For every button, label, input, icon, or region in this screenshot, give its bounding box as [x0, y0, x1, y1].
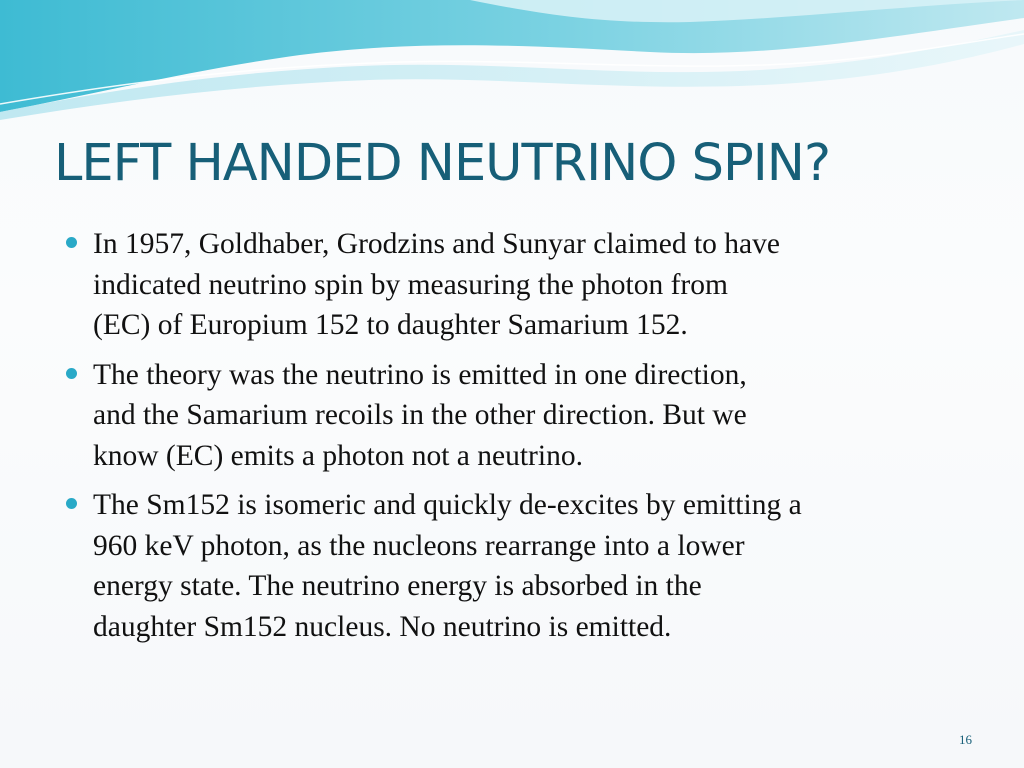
bullet-text-line: indicated neutrino spin by measuring the photon from	[93, 268, 728, 301]
bullet-text-line: In 1957, Goldhaber, Grodzins and Sunyar claimed to have	[93, 228, 780, 260]
page-number: 16	[959, 732, 972, 747]
bullet-text-line: know (EC) emits a photon not a neutrino.	[93, 439, 583, 472]
bullet-item	[66, 485, 966, 647]
bullet-text-line: and the Samarium recoils in the other direction. But we	[93, 399, 747, 431]
wave-header-decoration	[0, 0, 1024, 120]
bullet-text-line: The theory was the neutrino is emitted in one direction,	[93, 358, 747, 391]
bullet-text-line: daughter Sm152 nucleus. No neutrino is emitted.	[93, 610, 672, 643]
bullet-dot-icon	[66, 237, 77, 248]
bullet-item	[66, 355, 966, 477]
bullet-text-line: The Sm152 is isomeric and quickly de-excites by emitting a	[93, 489, 802, 521]
bullet-text-line: energy state. The neutrino energy is absorbed in the	[93, 570, 702, 602]
bullet-item	[66, 224, 966, 346]
bullet-dot-icon	[66, 498, 77, 509]
slide-title: LEFT HANDED NEUTRINO SPIN?	[54, 134, 831, 193]
bullet-text-line: 960 keV photon, as the nucleons rearrange into a lower	[93, 529, 745, 562]
bullet-list	[66, 224, 966, 656]
bullet-dot-icon	[66, 368, 77, 379]
bullet-text-line: (EC) of Europium 152 to daughter Samarium 152.	[93, 309, 688, 341]
